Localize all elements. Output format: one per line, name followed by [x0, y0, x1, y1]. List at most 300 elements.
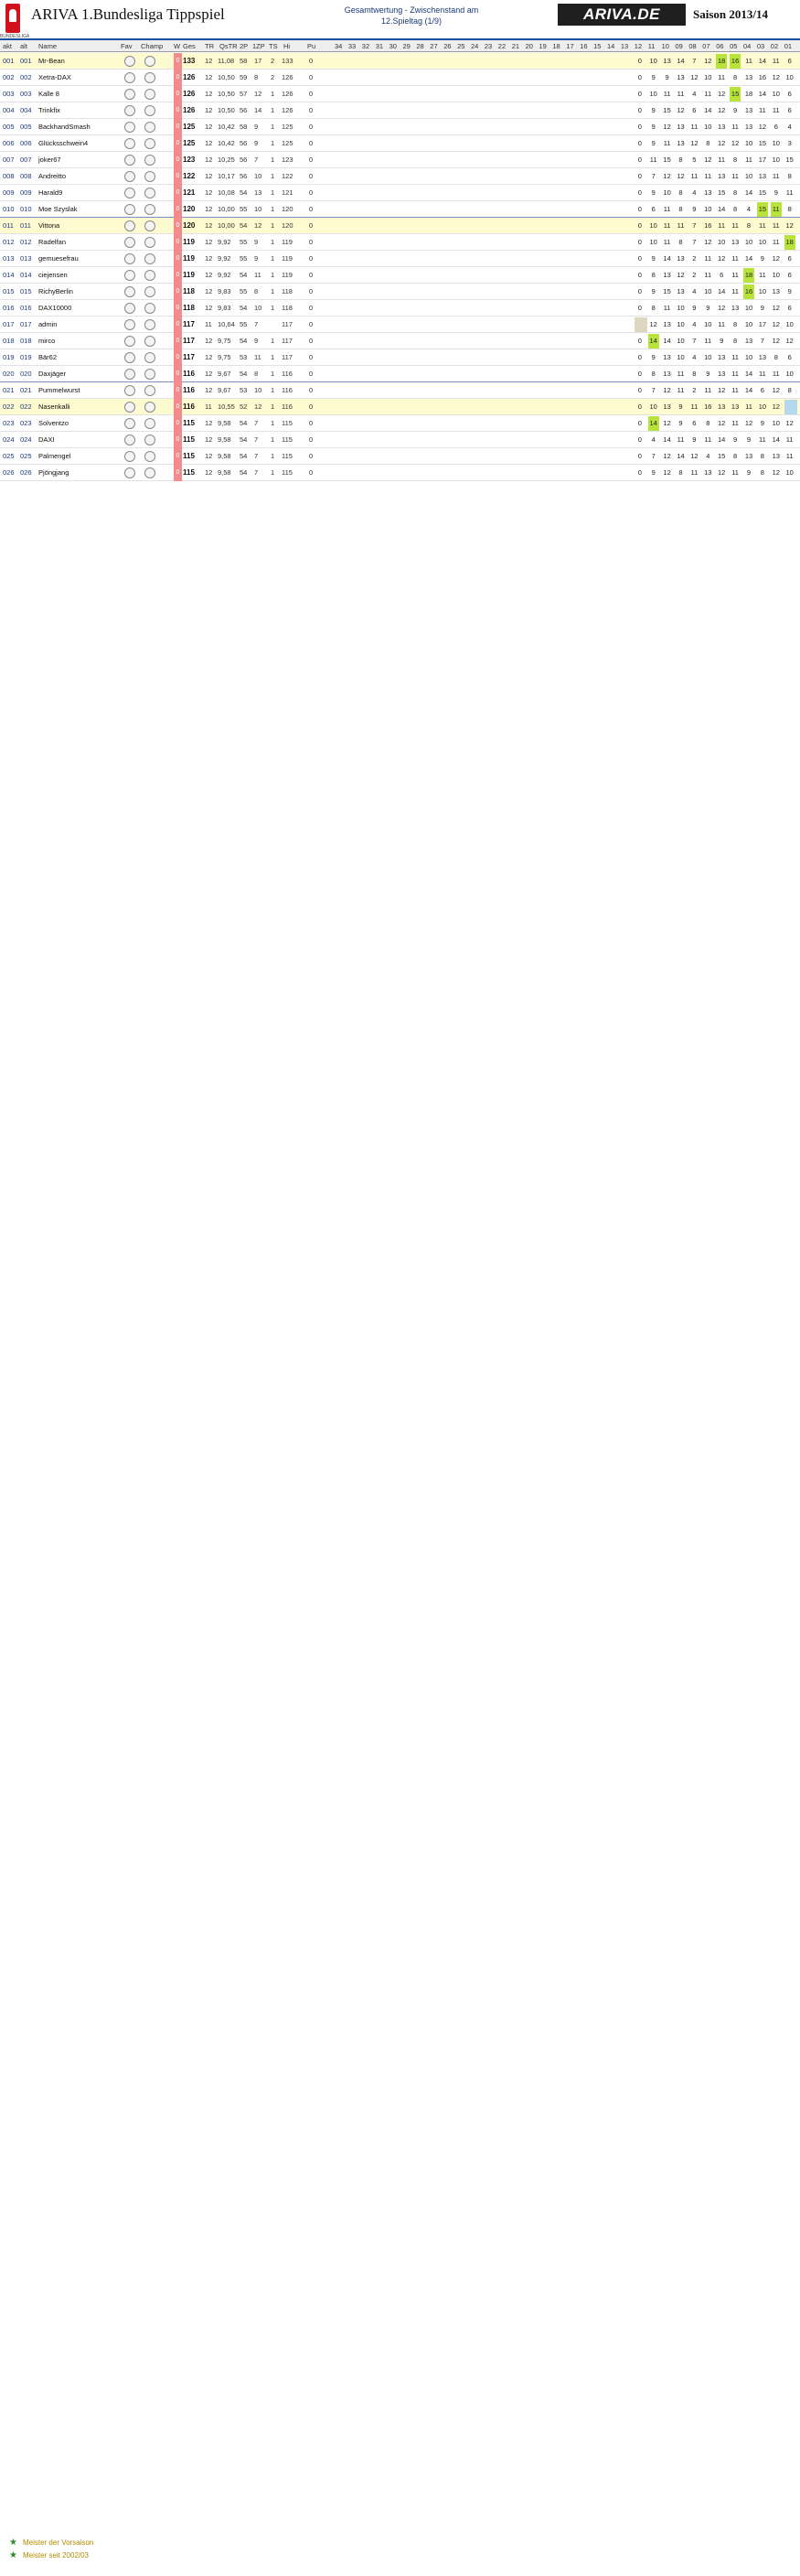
two-point-hits: 53 [240, 386, 248, 394]
matchday-points: 6 [720, 271, 724, 279]
total-points: 117 [183, 337, 195, 345]
col-tr: TR [205, 42, 214, 50]
champion-pick-icon [144, 237, 155, 248]
penalty-points: 0 [309, 156, 314, 164]
champion-pick-icon [144, 155, 155, 166]
matchday-points: 11 [731, 419, 739, 427]
one-point-hits: 9 [254, 238, 259, 246]
matchday-points: 0 [637, 287, 642, 295]
penalty-points: 0 [309, 106, 314, 114]
matchday-points: 11 [677, 435, 685, 444]
two-point-hits: 55 [240, 320, 248, 328]
rank-current: 021 [3, 386, 15, 394]
rank-previous: 006 [20, 139, 32, 147]
matchday-points: 12 [690, 73, 699, 81]
matchday-points: 8 [760, 452, 764, 460]
matchday-23: 23 [484, 42, 493, 50]
table-row[interactable] [0, 300, 800, 317]
wgs-marker: 0 [174, 317, 182, 333]
player-name[interactable]: mirco [38, 337, 56, 345]
ariva-logo[interactable]: ARIVA.DE [558, 4, 686, 26]
player-name[interactable]: DAX10000 [38, 304, 72, 312]
matchday-33: 33 [347, 42, 357, 50]
matchday-points: 10 [649, 238, 657, 246]
star-icon: ★ [9, 2537, 17, 2548]
highest-points: 126 [282, 106, 293, 114]
champion-pick-icon [144, 369, 155, 380]
matchdays-played: 11 [205, 320, 212, 328]
table-row[interactable] [0, 349, 800, 366]
table-row[interactable] [0, 448, 800, 465]
matchday-points: 14 [758, 57, 767, 65]
table-row[interactable] [0, 366, 800, 382]
highest-points: 116 [282, 386, 293, 394]
matchday-wins: 1 [271, 254, 275, 263]
col-alt: alt [20, 42, 27, 50]
matchday-points: 9 [665, 73, 669, 81]
wgs-marker: 0 [174, 70, 182, 86]
matchday-points: 10 [772, 419, 780, 427]
wgs-marker: 0 [174, 415, 182, 432]
favorite-club-icon [124, 204, 135, 215]
player-name[interactable]: Mr-Bean [38, 57, 65, 65]
legend-item-champion-since: ★ Meister seit 2002/03 [9, 2549, 90, 2560]
one-point-hits: 9 [254, 123, 259, 131]
matchday-points: 9 [651, 139, 656, 147]
one-point-hits: 11 [254, 353, 261, 361]
player-name[interactable]: Pjöngjang [38, 468, 69, 477]
table-row[interactable] [0, 185, 800, 201]
table-row[interactable] [0, 251, 800, 267]
favorite-club-icon [124, 270, 135, 281]
matchday-wins: 1 [271, 123, 275, 131]
matchday-points: 13 [663, 57, 671, 65]
matchday-points: 12 [718, 386, 726, 394]
matchday-points: 14 [718, 205, 726, 213]
matchday-points: 0 [637, 271, 642, 279]
matchday-wins: 2 [271, 57, 275, 65]
table-row[interactable] [0, 135, 800, 152]
player-name[interactable]: Vittona [38, 221, 60, 230]
matchdays-played: 12 [205, 468, 213, 477]
highest-points: 120 [282, 205, 293, 213]
favorite-club-icon [124, 435, 135, 445]
player-name[interactable]: gemuesefrau [38, 254, 79, 263]
matchday-points: 12 [690, 139, 699, 147]
matchday-points: 11 [718, 73, 726, 81]
matchday-points: 11 [677, 90, 685, 98]
matchday-points: 4 [787, 123, 792, 131]
favorite-club-icon [124, 171, 135, 182]
matchday-points: 10 [758, 238, 767, 246]
two-point-hits: 54 [240, 419, 248, 427]
table-row[interactable] [0, 333, 800, 349]
champion-pick-icon [144, 352, 155, 363]
matchday-points: 10 [744, 304, 753, 312]
matchday-points: 8 [733, 320, 738, 328]
one-point-hits: 9 [254, 254, 259, 263]
total-points: 122 [183, 172, 196, 180]
matchday-points: 10 [772, 271, 780, 279]
rank-previous: 001 [20, 57, 32, 65]
player-name[interactable]: Daxjäger [38, 370, 67, 378]
standings-subtitle [329, 5, 494, 27]
player-name[interactable]: ciejensen [38, 271, 68, 279]
two-point-hits: 54 [240, 435, 248, 444]
matchday-points: 4 [692, 188, 697, 197]
matchday-points: 6 [787, 271, 792, 279]
matchday-points: 11 [731, 468, 739, 477]
matchday-points: 11 [772, 57, 780, 65]
champion-pick-icon [144, 138, 155, 149]
highest-points: 126 [282, 90, 293, 98]
matchday-points: 11 [758, 370, 766, 378]
matchday-points: 11 [704, 172, 712, 180]
wgs-marker: 0 [174, 448, 182, 465]
matchday-points: 14 [663, 435, 671, 444]
matchday-points: 0 [637, 386, 642, 394]
total-points: 125 [183, 139, 196, 147]
matchday-wins: 1 [271, 287, 275, 295]
matchday-points: 8 [678, 468, 683, 477]
favorite-club-icon [124, 319, 135, 330]
season-label: Saison 2013/14 [693, 7, 768, 21]
player-name[interactable]: RichyBerlin [38, 287, 73, 295]
player-name[interactable]: joker67 [38, 156, 61, 164]
matchday-points: 8 [746, 221, 752, 230]
table-row[interactable] [0, 284, 800, 300]
rank-previous: 014 [20, 271, 32, 279]
matchday-wins: 1 [271, 90, 275, 98]
matchday-points: 11 [704, 337, 712, 345]
matchday-14: 14 [607, 42, 615, 50]
penalty-points: 0 [309, 320, 314, 328]
matchday-points: 18 [744, 90, 753, 98]
matchday-points: 2 [692, 386, 697, 394]
player-name[interactable]: Kalle 8 [38, 90, 59, 98]
matchday-wins: 1 [271, 172, 275, 180]
champion-pick-icon [144, 253, 155, 264]
rank-current: 012 [3, 238, 15, 246]
table-row[interactable] [0, 201, 800, 218]
matchday-29: 29 [402, 42, 411, 50]
player-name[interactable]: admin [38, 320, 58, 328]
matchday-points: 4 [746, 205, 752, 213]
matchday-points: 6 [787, 254, 792, 263]
table-row[interactable] [0, 119, 800, 135]
table-row[interactable] [0, 218, 800, 234]
matchday-points: 13 [704, 188, 712, 197]
matchday-wins: 1 [271, 386, 275, 394]
matchday-points: 4 [651, 435, 656, 444]
col-wgs: W [174, 42, 181, 50]
matchday-points: 9 [746, 435, 752, 444]
matchday-points: 11 [731, 254, 739, 263]
matchday-points: 13 [718, 370, 726, 378]
two-point-hits: 56 [240, 106, 248, 114]
matchdays-played: 12 [205, 287, 213, 295]
matchday-points: 12 [677, 271, 685, 279]
player-name[interactable]: Palmengel [38, 452, 71, 460]
matchday-points: 7 [651, 452, 656, 460]
matchday-points: 11 [772, 172, 780, 180]
matchday-points: 12 [744, 419, 753, 427]
matchday-24: 24 [471, 42, 479, 50]
total-points: 126 [183, 90, 196, 98]
matchday-25: 25 [457, 42, 465, 50]
rank-current: 005 [3, 123, 15, 131]
subtitle-line-1: Gesamtwertung - Zwischenstand am [344, 5, 479, 15]
favorite-club-icon [124, 56, 135, 67]
matchday-points: 8 [678, 238, 683, 246]
table-row[interactable] [0, 432, 800, 448]
matchday-points: 13 [663, 271, 671, 279]
matchday-points: 9 [706, 370, 710, 378]
table-row[interactable] [0, 317, 800, 333]
player-name[interactable]: Glücksschwein4 [38, 139, 89, 147]
matchday-points: 11 [677, 370, 685, 378]
matchday-points: 0 [637, 452, 642, 460]
matchday-points: 8 [733, 452, 738, 460]
table-row[interactable] [0, 415, 800, 432]
matchday-21: 21 [511, 42, 520, 50]
player-name[interactable]: Andreitto [38, 172, 67, 180]
highest-points: 119 [282, 254, 293, 263]
matchday-points: 9 [651, 468, 656, 477]
average-points: 10,00 [218, 221, 235, 230]
favorite-club-icon [124, 188, 135, 199]
matchday-wins: 2 [271, 73, 275, 81]
matchday-points: 11 [677, 386, 685, 394]
matchday-points: 15 [758, 139, 767, 147]
matchday-points: 0 [637, 221, 642, 230]
matchday-points: 4 [692, 90, 697, 98]
matchday-wins: 1 [271, 156, 275, 164]
matchday-points: 9 [746, 468, 752, 477]
matchday-points: 12 [772, 254, 780, 263]
matchday-points: 9 [651, 123, 656, 131]
empty-matchday-cell [784, 400, 797, 414]
one-point-hits: 7 [254, 435, 259, 444]
table-row[interactable] [0, 70, 800, 86]
two-point-hits: 53 [240, 353, 248, 361]
matchday-points: 5 [692, 156, 697, 164]
matchday-points: 10 [704, 353, 712, 361]
player-name[interactable]: Xetra-DAX [38, 73, 71, 81]
matchday-16: 16 [580, 42, 588, 50]
champion-pick-icon [144, 319, 155, 330]
highest-points: 122 [282, 172, 293, 180]
table-row[interactable] [0, 86, 800, 102]
average-points: 10,00 [218, 205, 235, 213]
two-point-hits: 57 [240, 90, 248, 98]
rank-previous: 009 [20, 188, 32, 197]
matchday-wins: 1 [271, 221, 275, 230]
wgs-marker: 0 [174, 366, 182, 382]
matchday-points: 15 [663, 287, 671, 295]
champion-pick-icon [144, 402, 155, 413]
matchday-points: 10 [758, 287, 767, 295]
matchday-points: 13 [744, 73, 753, 81]
matchday-points: 14 [718, 287, 726, 295]
matchday-points: 9 [678, 402, 683, 411]
one-point-hits: 10 [254, 205, 262, 213]
one-point-hits: 11 [254, 271, 261, 279]
matchday-points: 12 [704, 57, 712, 65]
table-row[interactable] [0, 399, 800, 415]
rank-previous: 007 [20, 156, 32, 164]
player-name[interactable]: BackhandSmash [38, 123, 91, 131]
matchday-points: 12 [772, 73, 780, 81]
matchday-points: 9 [651, 353, 656, 361]
matchday-points: 13 [718, 123, 726, 131]
one-point-hits: 12 [254, 90, 262, 98]
matchday-points: 14 [744, 254, 753, 263]
matchday-points: 9 [651, 287, 656, 295]
matchday-points: 7 [692, 221, 697, 230]
matchday-02: 02 [770, 42, 779, 50]
matchday-points: 0 [637, 188, 642, 197]
one-point-hits: 7 [254, 320, 259, 328]
player-name[interactable]: Harald9 [38, 188, 63, 197]
average-points: 9,58 [218, 468, 231, 477]
matchday-points: 10 [744, 238, 753, 246]
matchday-points: 8 [733, 156, 738, 164]
champion-pick-icon [144, 385, 155, 396]
rank-current: 023 [3, 419, 15, 427]
champion-pick-icon [144, 336, 155, 347]
favorite-club-icon [124, 89, 135, 100]
matchday-points: 9 [651, 73, 656, 81]
player-name[interactable]: DAXI [38, 435, 55, 444]
average-points: 10,25 [218, 156, 235, 164]
matchday-points: 12 [663, 468, 671, 477]
rank-current: 010 [3, 205, 15, 213]
table-row[interactable] [0, 152, 800, 168]
matchday-points: 15 [663, 106, 671, 114]
matchday-points: 10 [785, 73, 794, 81]
rank-current: 018 [3, 337, 15, 345]
table-row[interactable] [0, 168, 800, 185]
matchdays-played: 12 [205, 337, 213, 345]
player-name[interactable]: Bär62 [38, 353, 58, 361]
matchday-points: 13 [718, 402, 726, 411]
matchdays-played: 12 [205, 73, 213, 81]
matchday-points: 9 [692, 304, 697, 312]
table-row[interactable] [0, 465, 800, 481]
total-points: 123 [183, 156, 196, 164]
champion-pick-icon [144, 220, 155, 231]
matchday-15: 15 [593, 42, 602, 50]
table-row[interactable] [0, 234, 800, 251]
matchday-points: 10 [744, 353, 753, 361]
matchday-points: 12 [663, 386, 671, 394]
matchday-points: 11 [704, 386, 712, 394]
matchday-10: 10 [661, 42, 669, 50]
one-point-hits: 7 [254, 156, 259, 164]
matchday-points: 8 [651, 271, 656, 279]
matchday-points: 13 [704, 468, 712, 477]
matchday-points: 9 [692, 205, 697, 213]
penalty-points: 0 [309, 238, 314, 246]
favorite-club-icon [124, 352, 135, 363]
total-points: 115 [183, 452, 195, 460]
player-name[interactable]: Trinkfix [38, 106, 60, 114]
player-name[interactable]: Pummelwurst [38, 386, 80, 394]
highest-points: 123 [282, 156, 293, 164]
rank-previous: 015 [20, 287, 32, 295]
two-point-hits: 55 [240, 205, 248, 213]
champion-pick-icon [144, 171, 155, 182]
champion-pick-icon [144, 204, 155, 215]
table-row[interactable] [0, 102, 800, 119]
matchday-points: 11 [731, 221, 739, 230]
matchday-20: 20 [525, 42, 533, 50]
matchday-points: 6 [773, 123, 778, 131]
matchday-points: 10 [677, 337, 685, 345]
matchday-01: 01 [784, 42, 793, 50]
matchday-points: 15 [758, 188, 767, 197]
average-points: 9,58 [218, 435, 231, 444]
matchday-points: 17 [758, 156, 767, 164]
highest-points: 119 [282, 238, 293, 246]
matchday-points: 11 [690, 172, 699, 180]
rank-current: 013 [3, 254, 15, 263]
matchday-points: 12 [772, 468, 780, 477]
matchday-points: 8 [678, 205, 683, 213]
matchday-points: 13 [731, 304, 740, 312]
rank-current: 019 [3, 353, 15, 361]
matchday-points: 11 [731, 123, 739, 131]
matchday-points: 8 [787, 172, 792, 180]
matchday-points: 8 [706, 139, 710, 147]
matchday-points: 0 [637, 238, 642, 246]
col-champ: Champ [141, 42, 164, 50]
champion-pick-icon [144, 270, 155, 281]
total-points: 126 [183, 73, 196, 81]
average-points: 10,55 [218, 402, 235, 411]
matchdays-played: 12 [205, 254, 213, 263]
matchday-points: 7 [692, 57, 697, 65]
matchday-points: 8 [692, 370, 697, 378]
matchday-04: 04 [743, 42, 752, 50]
two-point-hits: 54 [240, 452, 248, 460]
highest-points: 118 [282, 287, 293, 295]
matchday-points: 11 [758, 271, 766, 279]
matchday-points: 13 [744, 452, 753, 460]
two-point-hits: 58 [240, 123, 248, 131]
table-row[interactable] [0, 382, 800, 399]
matchday-points: 9 [651, 254, 656, 263]
rank-previous: 008 [20, 172, 32, 180]
two-point-hits: 54 [240, 468, 248, 477]
matchdays-played: 12 [205, 304, 213, 312]
player-name[interactable]: Moe Szyslak [38, 205, 78, 213]
matchday-points: 12 [785, 221, 794, 230]
favorite-club-icon [124, 385, 135, 396]
wgs-marker: 0 [174, 201, 182, 218]
table-row[interactable] [0, 267, 800, 284]
wgs-marker: 0 [174, 267, 182, 284]
rank-current: 022 [3, 402, 15, 411]
matchday-points: 0 [637, 123, 642, 131]
favorite-club-icon [124, 122, 135, 133]
player-name[interactable]: Nasenkalli [38, 402, 70, 411]
player-name[interactable]: Radelfan [38, 238, 67, 246]
player-name[interactable]: Solventzo [38, 419, 69, 427]
matchday-points: 10 [704, 123, 712, 131]
table-row[interactable] [0, 53, 800, 70]
